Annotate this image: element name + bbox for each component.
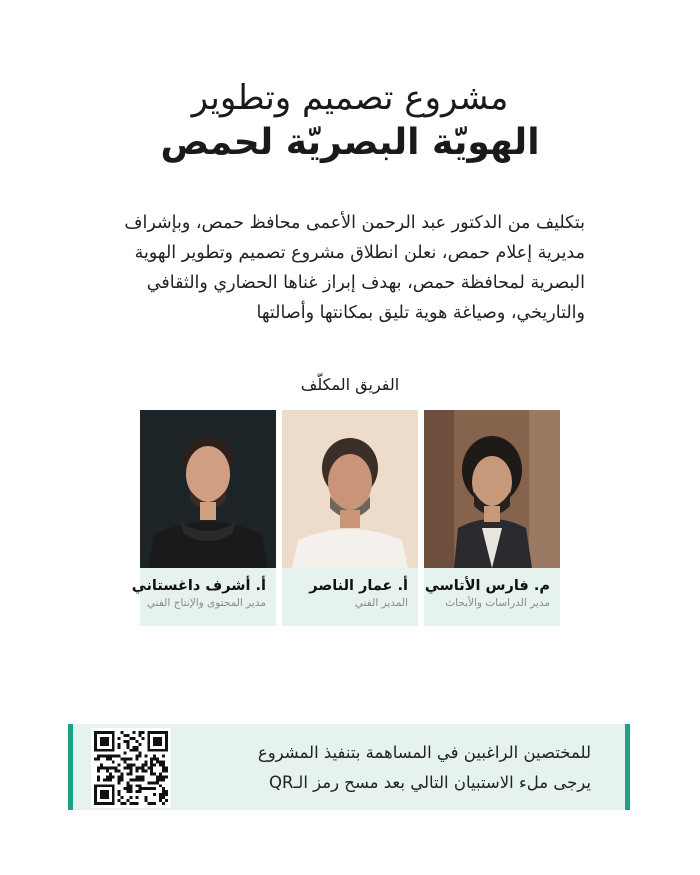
member-photo (282, 410, 418, 568)
person-photo-icon (140, 410, 276, 568)
team-cards (131, 410, 560, 626)
member-caption (424, 568, 560, 626)
member-photo (140, 410, 276, 568)
member-role: مدير المحتوى والإنتاج الفني (146, 597, 266, 609)
member-caption (131, 568, 276, 626)
title-line-2: الهويّة البصريّة لحمص (160, 122, 540, 163)
intro-line: البصرية لمحافظة حمص، بهدف إبراز غناها الحضاري والثقافي (146, 273, 585, 293)
member-caption (282, 568, 418, 626)
member-role: مدير الدراسات والأبحاث (445, 597, 550, 609)
qr-code-graphic (94, 731, 168, 805)
person-photo-icon (424, 410, 560, 568)
member-name: م. فارس الأتاسي (424, 578, 550, 594)
survey-text (211, 738, 591, 798)
intro-line: بتكليف من الدكتور عبد الرحمن الأعمى محافظ حمص، وبإشراف (124, 213, 585, 233)
member-name: أ. عمار الناصر (309, 578, 408, 594)
intro-line: مديرية إعلام حمص، نعلن انطلاق مشروع تصميم وتطوير الهوية (134, 243, 585, 263)
intro-line: والتاريخي، وصياغة هوية تليق بمكانتها وأصالتها (256, 303, 585, 323)
member-role: المدير الفني (354, 597, 408, 609)
qr-code-icon[interactable] (91, 728, 171, 808)
team-member-card (131, 410, 276, 626)
survey-line-2: يرجى ملء الاستبيان التالي بعد مسح رمز الـQR (269, 773, 591, 792)
team-member-card (282, 410, 418, 626)
team-member-card (424, 410, 560, 626)
person-photo-icon (282, 410, 418, 568)
member-photo (424, 410, 560, 568)
member-name: أ. أشرف داغستاني (131, 578, 266, 594)
intro-paragraph (115, 208, 585, 328)
survey-line-1: للمختصين الراغبين في المساهمة بتنفيذ المشروع (257, 743, 591, 762)
survey-banner (68, 724, 630, 810)
title-line-1: مشروع تصميم وتطوير (191, 78, 509, 118)
team-title: الفريق المكلّف (300, 375, 400, 394)
